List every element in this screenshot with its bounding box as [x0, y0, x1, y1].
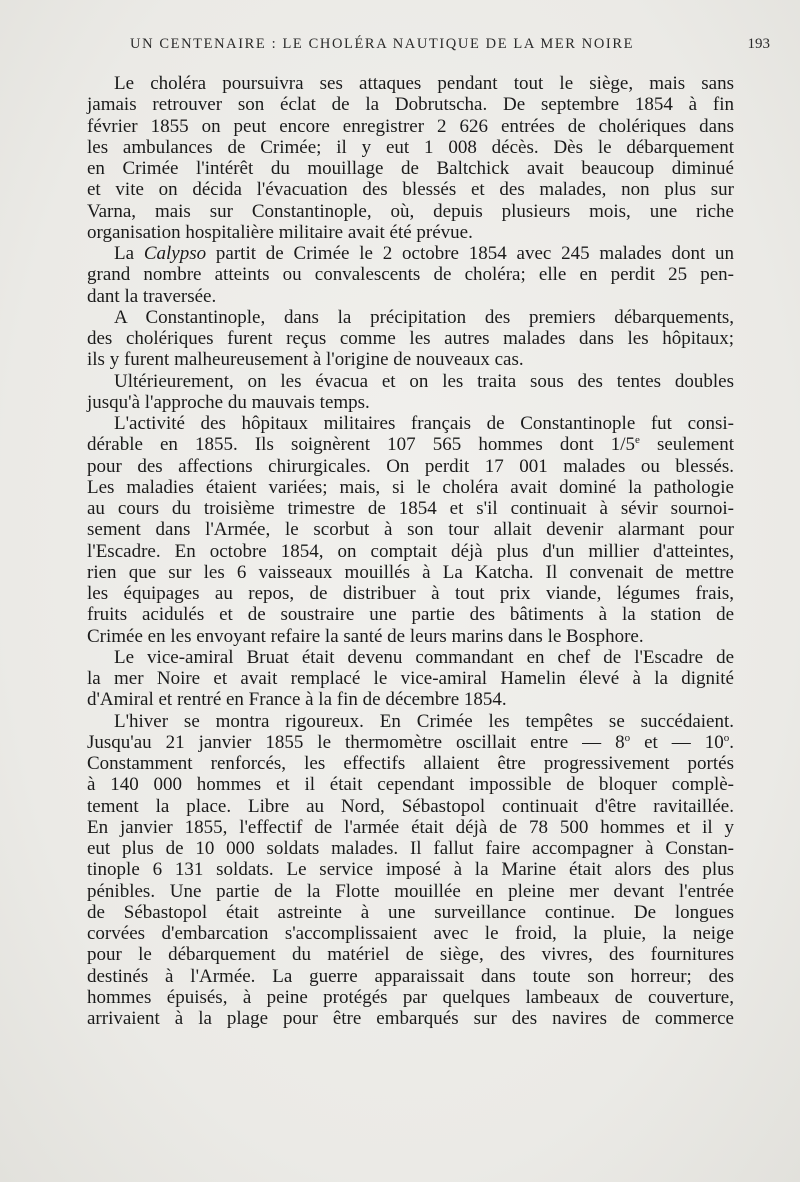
- text-line: jusqu'à l'approche du mauvais temps.: [87, 391, 370, 413]
- text-line: En janvier 1855, l'effectif de l'armée était déjà de 78 500 hommes et il y: [87, 816, 734, 838]
- text-line: des cholériques furent reçus comme les autres malades dans les hôpitaux;: [87, 328, 734, 349]
- text-line: l'Escadre. En octobre 1854, on comptait déjà plus d'un millier d'atteintes,: [87, 540, 734, 562]
- text-line: organisation hospitalière militaire avait été prévue.: [87, 221, 473, 243]
- text-line: tement la place. Libre au Nord, Sébastopol continuait d'être ravitaillée.: [87, 795, 734, 817]
- text-line: pour le débarquement du matériel de siège, des vivres, des fournitures: [87, 944, 734, 966]
- text-line: et vite on décida l'évacuation des blessés et des malades, non plus sur: [87, 179, 734, 201]
- text-line: Constamment renforcés, les effectifs allaient être progressivement portés: [87, 753, 734, 774]
- running-title: UN CENTENAIRE : LE CHOLÉRA NAUTIQUE DE LA MER NOIRE: [130, 36, 635, 52]
- text-line: de Sébastopol était astreinte à une surveillance continue. De longues: [87, 901, 734, 923]
- text-line: grand nombre atteints ou convalescents de choléra; elle en perdit 25 pen-: [87, 264, 734, 286]
- text-line: la mer Noire et avait remplacé le vice-amiral Hamelin élevé à la dignité: [87, 668, 734, 689]
- text-line: corvées d'embarcation s'accomplissaient avec le froid, la pluie, la neige: [87, 923, 734, 944]
- text-line: Varna, mais sur Constantinople, où, depuis plusieurs mois, une riche: [87, 200, 734, 222]
- page-number: 193: [747, 36, 770, 52]
- text-line: Crimée en les envoyant refaire la santé de leurs marins dans le Bosphore.: [87, 625, 644, 647]
- text-line: [87, 732, 734, 753]
- text-line: Le vice-amiral Bruat était devenu commandant en chef de l'Escadre de: [114, 646, 734, 668]
- text-line: d'Amiral et rentré en France à la fin de décembre 1854.: [87, 689, 507, 711]
- text-line: sement dans l'Armée, le scorbut à son tour allait devenir alarmant pour: [87, 519, 734, 541]
- text-line: rien que sur les 6 vaisseaux mouillés à La Katcha. Il convenait de mettre: [87, 561, 734, 583]
- text-line: ils y furent malheureusement à l'origine de nouveaux cas.: [87, 349, 524, 371]
- text-line: [87, 243, 734, 264]
- text-line: dant la traversée.: [87, 285, 217, 307]
- text-fragment: Jusqu'au 21 janvier 1855 le thermomètre oscillait entre — 8: [87, 731, 625, 753]
- text-line: en Crimée l'intérêt du mouillage de Baltchick avait beaucoup diminué: [87, 158, 734, 179]
- text-line: tinople 6 131 soldats. Le service imposé à la Marine était alors des plus: [87, 859, 734, 881]
- text-fragment: partit de Crimée le 2 octobre 1854 avec 245 malades dont un: [215, 243, 735, 264]
- text-line: février 1855 on peut encore enregistrer 2 626 entrées de cholériques dans: [87, 115, 734, 137]
- text-fragment: dérable en 1855. Ils soignèrent 107 565 hommes dont 1/5: [87, 434, 635, 456]
- text-line: hommes épuisés, à peine protégés par quelques lambeaux de couverture,: [87, 986, 734, 1008]
- text-line: à 140 000 hommes et il était cependant impossible de bloquer complè-: [87, 774, 734, 796]
- running-head: [130, 36, 770, 58]
- superscript: o: [723, 731, 730, 744]
- text-line: [87, 1029, 734, 1050]
- text-line: fruits acidulés et de soustraire une partie des bâtiments à la station de: [87, 604, 734, 626]
- text-line: au cours du troisième trimestre de 1854 et s'il continuait à sévir sournoi-: [87, 498, 734, 519]
- text-fragment: seulement: [656, 434, 734, 456]
- text-line: [87, 434, 734, 455]
- text-line: A Constantinople, dans la précipitation des premiers débarquements,: [114, 306, 734, 328]
- superscript: o: [624, 731, 631, 744]
- superscript: e: [634, 434, 640, 447]
- text-line: les ambulances de Crimée; il y eut 1 008 décès. Dès le débarquement: [87, 136, 734, 158]
- text-line: destinés à l'Armée. La guerre apparaissait dans toute son horreur; des: [87, 965, 734, 987]
- text-line: L'hiver se montra rigoureux. En Crimée les tempêtes se succédaient.: [114, 710, 734, 732]
- text-line: L'activité des hôpitaux militaires français de Constantinople fut consi-: [114, 413, 734, 434]
- text-line: Le choléra poursuivra ses attaques pendant tout le siège, mais sans: [114, 73, 734, 94]
- text-line: arrivaient à la plage pour être embarqués sur des navires de commerce: [87, 1008, 734, 1029]
- text-line: jamais retrouver son éclat de la Dobrutscha. De septembre 1854 à fin: [87, 94, 734, 116]
- text-line: eut plus de 10 000 soldats malades. Il fallut faire accompagner à Constan-: [87, 838, 734, 859]
- text-fragment: .: [729, 731, 734, 753]
- text-fragment: et — 10: [644, 731, 724, 753]
- text-fragment: La: [114, 243, 135, 264]
- body-text: [87, 73, 734, 1051]
- text-line: pénibles. Une partie de la Flotte mouillée en pleine mer devant l'entrée: [87, 880, 734, 902]
- ship-name: Calypso: [143, 243, 207, 264]
- text-line: Ultérieurement, on les évacua et on les traita sous des tentes doubles: [114, 370, 734, 392]
- text-line: pour des affections chirurgicales. On perdit 17 001 malades ou blessés.: [87, 455, 734, 477]
- text-line: Les maladies étaient variées; mais, si le choléra avait dominé la pathologie: [87, 476, 734, 498]
- text-line: les équipages au repos, de distribuer à tout prix viande, légumes frais,: [87, 583, 734, 604]
